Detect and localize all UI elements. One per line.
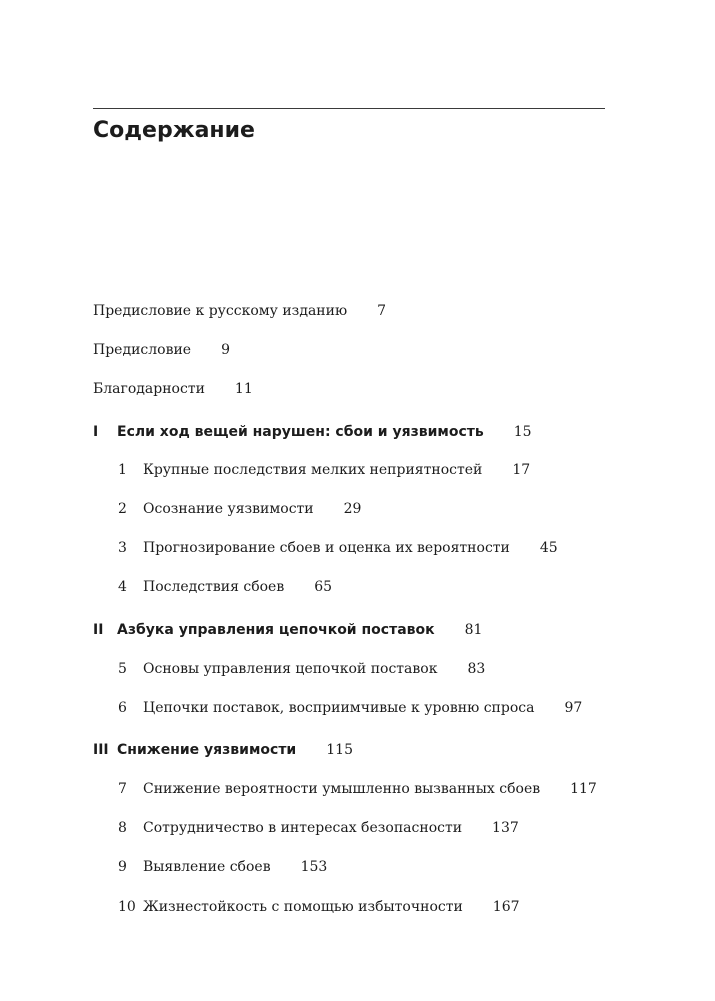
- part-number: II: [93, 622, 104, 638]
- toc-entry-front-1: [93, 300, 386, 322]
- chapter-page: 117: [570, 781, 597, 797]
- part-label: Снижение уязвимости: [117, 742, 297, 758]
- toc-chapter-8: [118, 817, 519, 839]
- chapter-number: 8: [118, 820, 127, 836]
- chapter-number: 5: [118, 661, 127, 677]
- part-page: 115: [326, 742, 353, 758]
- toc-chapter-4: [118, 576, 332, 598]
- chapter-page: 153: [300, 859, 328, 875]
- chapter-number: 2: [118, 501, 127, 517]
- chapter-label: Сотрудничество в интересах безопасности: [143, 820, 463, 836]
- page-title: Содержание: [93, 118, 255, 143]
- chapter-label: Основы управления цепочкой поставок: [143, 661, 438, 677]
- chapter-number: 7: [118, 781, 127, 797]
- chapter-page: 83: [467, 661, 486, 677]
- toc-chapter-2: [118, 498, 361, 520]
- part-page: 81: [464, 622, 483, 638]
- chapter-label: Последствия сбоев: [143, 579, 285, 595]
- toc-entry-page: 7: [377, 303, 387, 319]
- toc-part-1: [93, 421, 532, 443]
- toc-entry-page: 9: [221, 342, 230, 358]
- chapter-label: Снижение вероятности умышленно вызванных сбоев: [143, 781, 541, 797]
- chapter-page: 29: [343, 501, 362, 517]
- toc-entry-front-2: [93, 339, 230, 361]
- chapter-page: 97: [564, 700, 583, 716]
- toc-chapter-1: [118, 459, 530, 481]
- chapter-number: 3: [118, 540, 127, 556]
- chapter-number: 9: [118, 859, 127, 875]
- chapter-page: 45: [539, 540, 558, 556]
- toc-chapter-5: [118, 658, 485, 680]
- chapter-page: 65: [314, 579, 333, 595]
- toc-entry-label: Предисловие: [93, 342, 192, 358]
- part-number: I: [93, 424, 99, 440]
- part-label: Азбука управления цепочкой поставок: [117, 622, 435, 638]
- toc-chapter-3: [118, 537, 558, 559]
- toc-part-3: [93, 739, 353, 761]
- chapter-page: 17: [512, 462, 531, 478]
- title-rule: [93, 108, 605, 109]
- toc-entry-label: Благодарности: [93, 381, 205, 397]
- toc-part-2: [93, 619, 482, 641]
- chapter-page: 167: [492, 899, 520, 915]
- toc-chapter-9: [118, 856, 327, 878]
- chapter-page: 137: [492, 820, 519, 836]
- chapter-label: Жизнестойкость с помощью избыточности: [143, 899, 463, 915]
- toc-entry-page: 11: [234, 381, 253, 397]
- part-number: III: [93, 742, 109, 758]
- part-page: 15: [513, 424, 532, 440]
- chapter-label: Осознание уязвимости: [143, 501, 314, 517]
- chapter-number: 1: [118, 462, 127, 478]
- chapter-number: 6: [118, 700, 127, 716]
- chapter-label: Цепочки поставок, восприимчивые к уровню спроса: [143, 700, 535, 716]
- toc-entry-front-3: [93, 378, 253, 400]
- part-label: Если ход вещей нарушен: сбои и уязвимость: [117, 424, 484, 440]
- chapter-number: 10: [118, 899, 136, 915]
- toc-chapter-10: [118, 896, 520, 918]
- chapter-label: Прогнозирование сбоев и оценка их вероятности: [143, 540, 510, 556]
- chapter-label: Выявление сбоев: [143, 859, 271, 875]
- chapter-label: Крупные последствия мелких неприятностей: [143, 462, 483, 478]
- toc-chapter-6: [118, 697, 582, 719]
- toc-entry-label: Предисловие к русскому изданию: [93, 303, 348, 319]
- toc-chapter-7: [118, 778, 597, 800]
- chapter-number: 4: [118, 579, 127, 595]
